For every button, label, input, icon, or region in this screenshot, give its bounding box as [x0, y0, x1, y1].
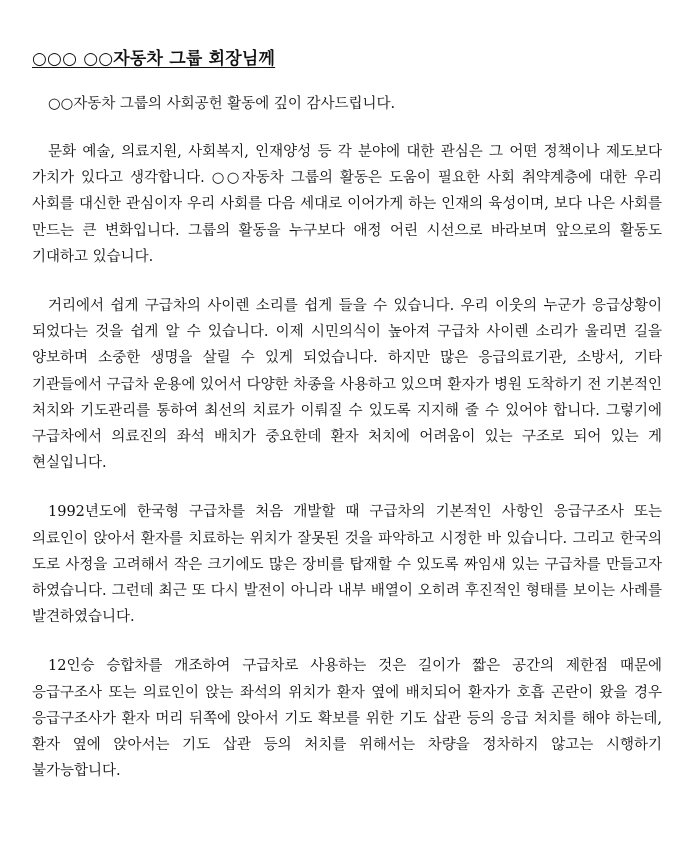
letter-title: ○○○ ○○자동차 그룹 회장님께 — [32, 49, 276, 69]
letter-greeting: ○○자동차 그룹의 사회공헌 활동에 깊이 감사드립니다. — [48, 96, 396, 112]
paragraph-history-1992: 1992년도에 한국형 구급차를 처음 개발할 때 구급차의 기본적인 사항인 응급구조사 또는 의료인이 앉아서 환자를 치료하는 위치가 잘못된 것을 파악하고 시정한 바 있습니다. 그리고 한국의 도로 사정을 고려해서 작은 크기에도 많은 장비를 탑재할 수 있도록 짜임새 있는 구급차를 만들고자 하였습니다. 그런데 최근 또 다시 발전이 아니라 내부 배열이 오히려 후진적인 형태를 보이는 사례를 발견하였습니다. — [32, 504, 662, 626]
paragraph-12-seat-van: 12인승 승합차를 개조하여 구급차로 사용하는 것은 길이가 짧은 공간의 제한점 때문에 응급구조사 또는 의료인이 앉는 좌석의 위치가 환자 옆에 배치되어 환자가 호흡 곤란이 왔을 경우 응급구조사가 환자 머리 뒤쪽에 앉아서 기도 확보를 위한 기도 삽관 등의 응급 처치를 해야 하는데, 환자 옆에 앉아서는 기도 삽관 등의 처치를 위해서는 차량을 정차하지 않고는 시행하기 불가능합니다. — [32, 658, 662, 780]
paragraph-ambulance-situation: 거리에서 쉽게 구급차의 사이렌 소리를 쉽게 들을 수 있습니다. 우리 이웃의 누군가 응급상황이 되었다는 것을 쉽게 알 수 있습니다. 이제 시민의식이 높아져 구급차 사이렌 소리가 울리면 길을 양보하며 소중한 생명을 살릴 수 있게 되었습니다. 하지만 많은 응급의료기관, 소방서, 기타 기관들에서 구급차 운용에 있어서 다양한 차종을 사용하고 있으며 환자가 병원 도착하기 전 기본적인 처치와 기도관리를 통하여 최선의 치료가 이뤄질 수 있도록 지지해 줄 수 있어야 합니다. 그렇기에 구급차에서 의료진의 좌석 배치가 중요한데 환자 처치에 어려움이 있는 구조로 되어 있는 게 현실입니다. — [32, 298, 662, 472]
paragraph-gratitude: 문화 예술, 의료지원, 사회복지, 인재양성 등 각 분야에 대한 관심은 그 어떤 정책이나 제도보다 가치가 있다고 생각합니다. ○○자동차 그룹의 활동은 도움이 필요한 사회 취약계층에 대한 우리 사회를 대신한 관심이자 우리 사회를 다음 세대로 이어가게 하는 인재의 육성이며, 보다 나은 사회를 만드는 큰 변화입니다. 그룹의 활동을 누구보다 애정 어린 시선으로 바라보며 앞으로의 활동도 기대하고 있습니다. — [32, 144, 662, 265]
